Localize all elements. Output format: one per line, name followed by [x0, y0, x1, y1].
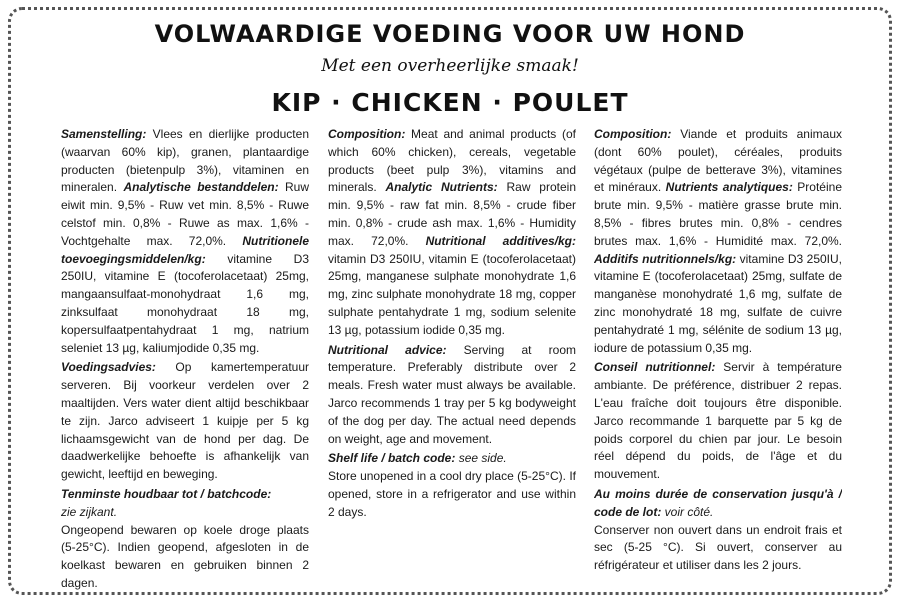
- storage-text: Ongeopend bewaren op koele droge plaats (5-25°C). Indien geopend, afgesloten in de koelkast bewaren en gebruiken binnen 2 dagen.: [61, 522, 309, 590]
- additives-label: Nutritional additives/kg:: [425, 233, 576, 248]
- shelf-life-note: voir côté.: [661, 504, 714, 519]
- shelf-life-block: [328, 450, 576, 521]
- composition-block: [328, 126, 576, 340]
- page-subtitle: Met een overheerlijke smaak!: [321, 56, 579, 76]
- advice-text: Servir à température ambiante. De préférence, distribuer 2 repas. L'eau fraîche doit toujours être disponible. Jarco recommande 1 barquette par 5 kg de poids corporel du chien par jour. Le besoin réel dépend du poids, de l'âge et du mouvement.: [594, 360, 842, 482]
- additives-label: Nutritionele toevoegingsmiddelen/kg:: [61, 233, 309, 266]
- column-english: [328, 126, 576, 522]
- composition-text: Meat and animal products (of which 60% chicken), cereals, vegetable products (beet pulp 3%), vitamins and minerals.: [328, 127, 576, 195]
- column-dutch: [61, 126, 309, 593]
- composition-label: Composition:: [328, 127, 406, 141]
- composition-label: Composition:: [594, 127, 672, 141]
- composition-block: [594, 126, 842, 357]
- shelf-life-note: see side.: [455, 451, 507, 466]
- analytical-label: Analytic Nutrients:: [385, 180, 498, 195]
- advice-label: Voedingsadvies:: [61, 360, 156, 375]
- additives-label: Additifs nutritionnels/kg:: [594, 251, 737, 266]
- shelf-life-label: Tenminste houdbaar tot / batchcode:: [61, 486, 272, 501]
- analytical-label: Analytische bestanddelen:: [123, 180, 279, 195]
- additives-text: vitamine D3 250IU, vitamine E (tocoferolacetaat) 25mg, sulfate de manganèse monohydraté 1,6 mg, sulfate de zinc monohydraté 18 mg, sulfate de cuivre pentahydraté 1 mg, sélénite de sodium 13 µg, iodure de potassium 0,35 mg.: [594, 251, 842, 355]
- shelf-life-label: Shelf life / batch code:: [328, 451, 456, 466]
- additives-text: vitamine D3 250IU, vitamine E (tocoferolacetaat) 25mg, mangaansulfaat-monohydraat 1,6 mg, zinksulfaat monohydraat 18 mg, kopersulfaatpentahydraat 1 mg, natrium seleniet 13 µg, kaliumjodide 0,35 mg.: [61, 251, 309, 355]
- storage-text: Store unopened in a cool dry place (5-25°C). If opened, store in a refrigerator and use within 2 days.: [328, 469, 576, 519]
- page-title: VOLWAARDIGE VOEDING VOOR UW HOND: [154, 20, 746, 48]
- additives-text: vitamin D3 250IU, vitamin E (tocoferolacetaat) 25mg, manganese sulphate monohydrate 1,6 mg, zinc sulphate monohydrate 18 mg, copper sulphate pentahydrate 1 mg, sodium selenite 13 µg, potassium iodide 0,35 mg.: [328, 251, 576, 337]
- product-name: KIP · CHICKEN · POULET: [271, 88, 629, 117]
- composition-block: [61, 126, 309, 357]
- column-french: [594, 126, 842, 575]
- composition-label: Samenstelling:: [61, 127, 147, 141]
- advice-block: [328, 342, 576, 449]
- shelf-life-block: [61, 486, 309, 593]
- shelf-life-block: [594, 486, 842, 575]
- shelf-life-note: zie zijkant.: [61, 504, 118, 519]
- advice-block: [594, 359, 842, 484]
- shelf-life-label: Au moins durée de conservation jusqu'à / code de lot:: [594, 486, 842, 519]
- advice-label: Nutritional advice:: [328, 342, 447, 357]
- analytical-text: Raw protein min. 9,5% - raw fat min. 8,5% - crude fiber min. 0,8% - crude ash max. 1,6% - Humidity max. 72,0%.: [328, 180, 576, 248]
- advice-text: Op kamertemperatuur serveren. Bij voorkeur verdelen over 2 maaltijden. Vers water dient altijd beschikbaar te zijn. Jarco adviseert 1 kuipje per 5 kg lichaamsgewicht van de hond per dag. De daadwerkelijke behoefte is afhankelijk van gewicht, leeftijd en beweging.: [61, 360, 309, 482]
- analytical-text: Ruw eiwit min. 9,5% - Ruw vet min. 8,5% - Ruwe celstof min. 0,8% - Ruwe as max. 1,6% - Vochtgehalte max. 72,0%.: [61, 180, 309, 248]
- composition-text: Vlees en dierlijke producten (waarvan 60% kip), granen, plantaardige producten (bietenpulp 3%), vitaminen en mineralen.: [61, 127, 309, 195]
- storage-text: Conserver non ouvert dans un endroit frais et sec (5-25 °C). Si ouvert, conserver au réfrigérateur et utiliser dans les 2 jours.: [594, 522, 842, 573]
- advice-text: Serving at room temperature. Preferably distribute over 2 meals. Fresh water must always be available. Jarco recommends 1 tray per 5 kg bodyweight of the dog per day. The actual need depends on weight, age and movement.: [328, 342, 576, 446]
- advice-label: Conseil nutritionnel:: [594, 360, 716, 375]
- analytical-text: Protéine brute min. 9,5% - matière grasse brute min. 8,5% - fibres brutes min. 0,8% - cendres brutes max. 1,6% - Humidité max. 72,0%.: [594, 180, 842, 248]
- analytical-label: Nutrients analytiques:: [665, 180, 793, 195]
- composition-text: Viande et produits animaux (dont 60% poulet), céréales, produits végétaux (pulpe de betterave 3%), vitamines et minéraux.: [594, 127, 842, 195]
- advice-block: [61, 359, 309, 484]
